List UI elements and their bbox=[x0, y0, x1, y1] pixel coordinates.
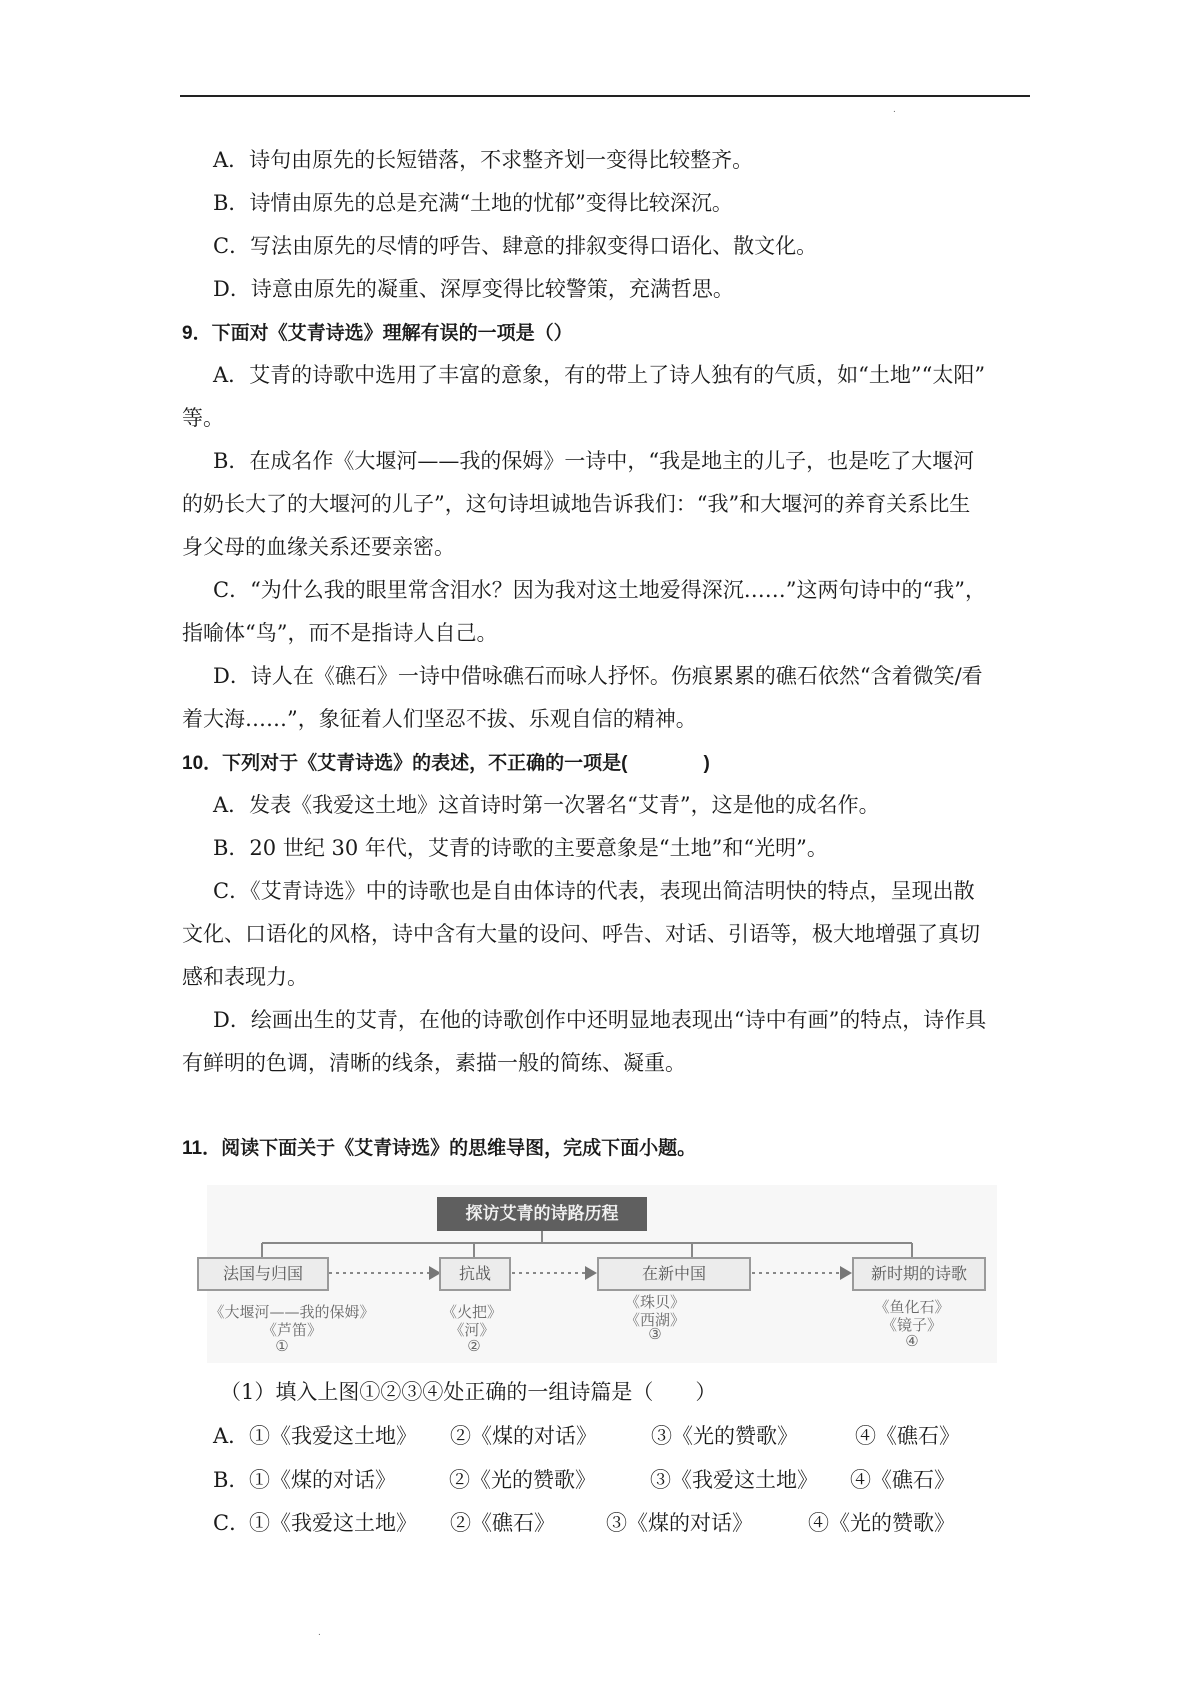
q10-option-d-line2: 有鲜明的色调，清晰的线条，素描一般的简练、凝重。 bbox=[182, 1051, 686, 1075]
q9-option-a-line1: A．艾青的诗歌中选用了丰富的意象，有的带上了诗人独有的气质，如“土地”“太阳” bbox=[213, 363, 986, 387]
prev-option-c: C．写法由原先的尽情的呼告、肆意的排叙变得口语化、散文化。 bbox=[213, 234, 818, 258]
stage-4-works: 《鱼化石》 《镜子》 bbox=[874, 1298, 950, 1334]
prev-option-d: D．诗意由原先的凝重、深厚变得比较警策，充满哲思。 bbox=[213, 277, 734, 301]
blank-2: ② bbox=[467, 1337, 481, 1355]
question-10-title: 10．下列对于《艾青诗选》的表述，不正确的一项是( ) bbox=[182, 753, 710, 774]
q9-option-c-line1: C．“为什么我的眼里常含泪水？因为我对这土地爱得深沉……”这两句诗中的“我”， bbox=[213, 578, 987, 602]
stage-new-china: 在新中国 bbox=[597, 1257, 751, 1291]
q10-option-a: A．发表《我爱这土地》这首诗时第一次署名“艾青”，这是他的成名作。 bbox=[213, 793, 880, 817]
stage-3-works: 《珠贝》 《西湖》 bbox=[624, 1293, 685, 1329]
q9-option-b-line2: 的奶长大了的大堰河的儿子”，这句诗坦诚地告诉我们：“我”和大堰河的养育关系比生 bbox=[182, 492, 971, 516]
q9-option-b-line1: B．在成名作《大堰河——我的保姆》一诗中，“我是地主的儿子，也是吃了大堰河 bbox=[213, 449, 975, 473]
q9-option-a-line2: 等。 bbox=[182, 406, 224, 430]
q10-option-d-line1: D．绘画出生的艾青，在他的诗歌创作中还明显地表现出“诗中有画”的特点，诗作具 bbox=[213, 1008, 987, 1032]
page-mark-top: . bbox=[893, 104, 896, 115]
q10-option-c-line2: 文化、口语化的风格，诗中含有大量的设问、呼告、对话、引语等，极大地增强了真切 bbox=[182, 922, 980, 946]
blank-3: ③ bbox=[648, 1325, 662, 1343]
q11-sub-question-1: （1）填入上图①②③④处正确的一组诗篇是（ ） bbox=[220, 1380, 717, 1404]
page-mark-bottom: . bbox=[318, 1627, 321, 1638]
question-11-title: 11．阅读下面关于《艾青诗选》的思维导图，完成下面小题。 bbox=[182, 1138, 697, 1159]
blank-4: ④ bbox=[905, 1332, 919, 1350]
stage-new-era: 新时期的诗歌 bbox=[852, 1257, 986, 1291]
q10-option-c-line1: C．《艾青诗选》中的诗歌也是自由体诗的代表，表现出简洁明快的特点，呈现出散 bbox=[213, 879, 975, 903]
prev-option-a: A．诗句由原先的长短错落，不求整齐划一变得比较整齐。 bbox=[213, 148, 754, 172]
blank-1: ① bbox=[275, 1337, 289, 1355]
q10-option-c-line3: 感和表现力。 bbox=[182, 965, 308, 989]
header-rule bbox=[180, 95, 1030, 97]
q9-option-b-line3: 身父母的血缘关系还要亲密。 bbox=[182, 535, 455, 559]
mind-map bbox=[207, 1185, 997, 1363]
mind-map-title: 探访艾青的诗路历程 bbox=[437, 1197, 647, 1231]
stage-france-return: 法国与归国 bbox=[197, 1257, 329, 1291]
q9-option-c-line2: 指喻体“鸟”，而不是指诗人自己。 bbox=[182, 621, 498, 645]
q10-option-b: B．20 世纪 30 年代，艾青的诗歌的主要意象是“土地”和“光明”。 bbox=[213, 836, 828, 860]
stage-anti-war: 抗战 bbox=[439, 1257, 511, 1291]
q9-option-d-line1: D．诗人在《礁石》一诗中借咏礁石而咏人抒怀。伤痕累累的礁石依然“含着微笑/看 bbox=[213, 664, 983, 688]
q9-option-d-line2: 着大海……”，象征着人们坚忍不拔、乐观自信的精神。 bbox=[182, 707, 697, 731]
stage-1-works: 《大堰河——我的保姆》 《芦笛》 bbox=[209, 1303, 375, 1339]
prev-option-b: B．诗情由原先的总是充满“土地的忧郁”变得比较深沉。 bbox=[213, 191, 733, 215]
question-9-title: 9．下面对《艾青诗选》理解有误的一项是（） bbox=[182, 323, 573, 344]
stage-2-works: 《火把》 《河》 bbox=[441, 1303, 502, 1339]
